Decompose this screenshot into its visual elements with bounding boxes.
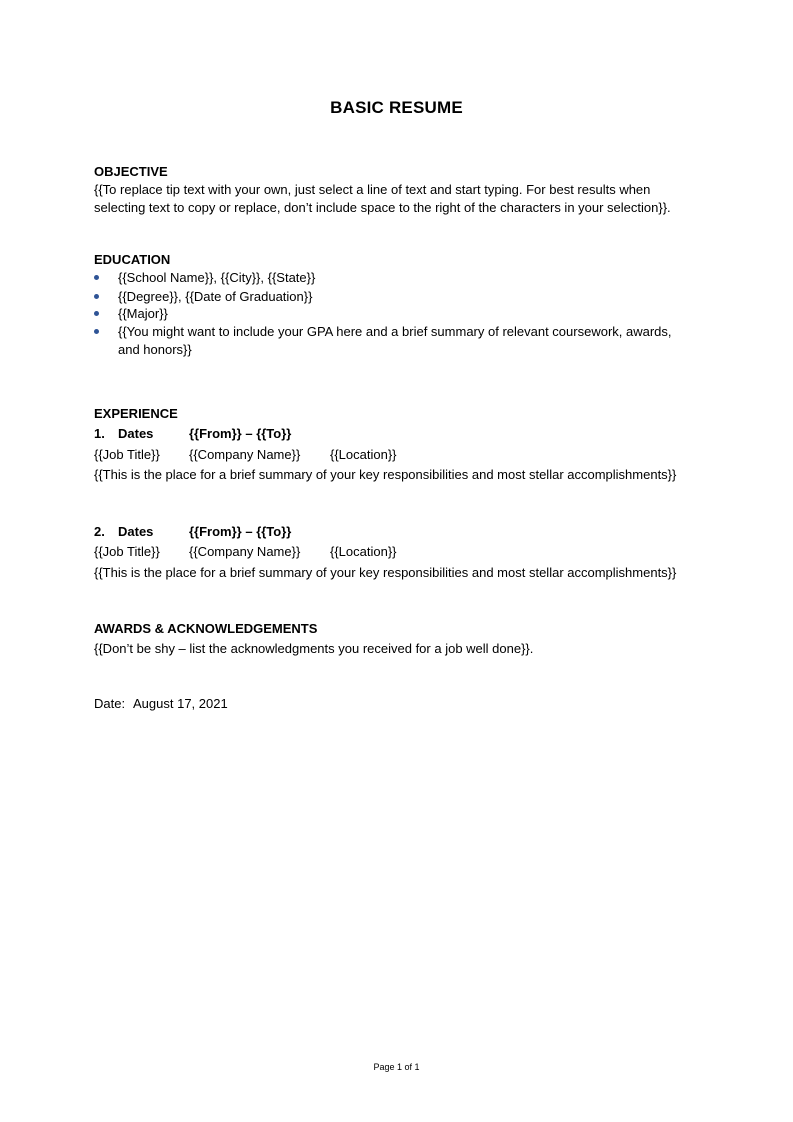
education-item-gpa: {{You might want to include your GPA here and a brief summary of relevant coursework, awards, [118,324,672,339]
education-item-school: {{School Name}}, {{City}}, {{State}} [118,270,316,285]
experience-1-date-range: {{From}} – {{To}} [189,426,292,441]
experience-1-dates-label: Dates [118,426,154,441]
education-item-major: {{Major}} [118,306,168,321]
objective-heading: OBJECTIVE [94,164,168,179]
bullet-dot [94,294,99,299]
experience-1-location: {{Location}} [330,447,397,462]
education-heading: EDUCATION [94,252,171,267]
experience-1-job-title: {{Job Title}} [94,447,160,462]
experience-2-job-title: {{Job Title}} [94,544,160,559]
experience-2-dates-label: Dates [118,524,154,539]
experience-1-number: 1. [94,426,105,441]
experience-2-location: {{Location}} [330,544,397,559]
bullet-dot [94,275,99,280]
education-item-gpa-continuation: and honors}} [118,342,192,357]
education-item-degree: {{Degree}}, {{Date of Graduation}} [118,289,313,304]
date-label: Date: [94,696,126,711]
bullet-dot [94,311,99,316]
experience-2-company: {{Company Name}} [189,544,301,559]
awards-text: {{Don’t be shy – list the acknowledgments you received for a job well done}}. [94,641,534,656]
date-value: August 17, 2021 [133,696,228,711]
objective-line-2: selecting text to copy or replace, don’t include space to the right of the characters in your selection}}. [94,200,671,215]
document-title: BASIC RESUME [330,98,463,117]
page-number-footer: Page 1 of 1 [373,1062,420,1072]
experience-2-summary: {{This is the place for a brief summary of your key responsibilities and most stellar accomplishments}} [94,565,677,580]
experience-1-summary: {{This is the place for a brief summary of your key responsibilities and most stellar accomplishments}} [94,467,677,482]
experience-heading: EXPERIENCE [94,406,178,421]
experience-2-number: 2. [94,524,105,539]
experience-1-company: {{Company Name}} [189,447,301,462]
objective-line-1: {{To replace tip text with your own, just select a line of text and start typing. For best results when [94,182,651,197]
experience-2-date-range: {{From}} – {{To}} [189,524,292,539]
awards-heading: AWARDS & ACKNOWLEDGEMENTS [94,621,318,636]
bullet-dot [94,329,99,334]
